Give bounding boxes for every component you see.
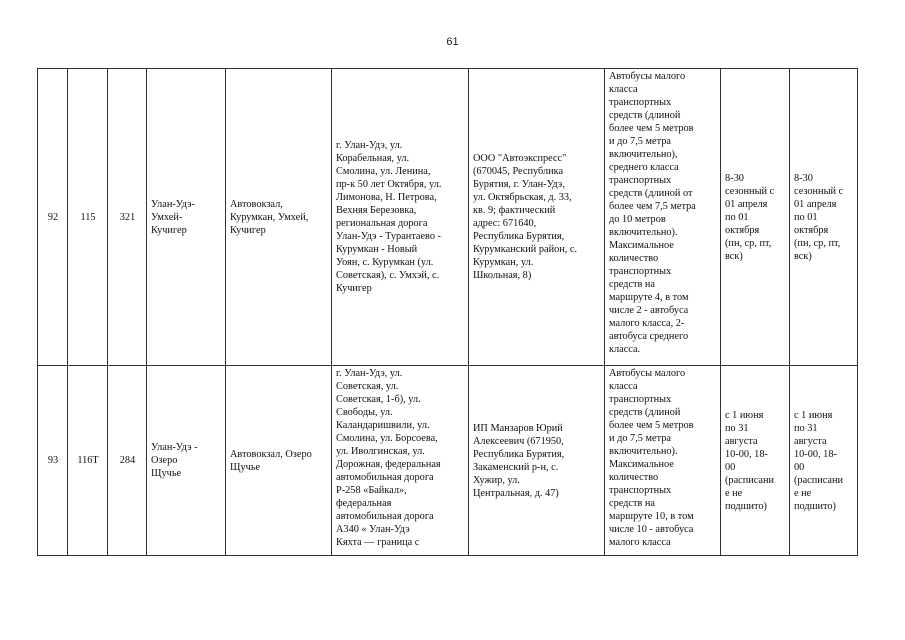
schedule-start	[721, 69, 790, 366]
route-stops-text: Автовокзал, Курумкан, Умхей, Кучигер	[230, 198, 309, 236]
route-streets-text: г. Улан-Удэ, ул. Корабельная, ул. Смолина, ул. Ленина, пр-к 50 лет Октября, ул. Лимонова, Н. Петрова, Вехняя Березовка, региональная дорога Улан-Удэ - Турантаево - Курумкан - Новый Уоян, с. Курумкан (ул. Советская), с. Умхэй, с. Кучигер	[336, 140, 442, 294]
route-streets-text: г. Улан-Удэ, ул. Советская, ул. Советская, 1-б), ул. Свободы, ул. Каландаришвили, ул. Смолина, ул. Борсоева, ул. Иволгинская, ул. Дорожная, федеральная автомобильная дорога Р-258 «Байкал», федеральная автомобильная дорога А340 « Улан-Удэ Кяхта — граница с	[336, 368, 441, 548]
table-row	[38, 69, 858, 366]
row-index: 92	[38, 69, 68, 366]
routes-table	[37, 68, 858, 556]
route-streets	[332, 366, 469, 556]
registration-number: 116Т	[68, 366, 108, 556]
schedule-end-text: с 1 июня по 31 августа 10-00, 18- 00 (расписани е не подшито)	[794, 409, 844, 512]
carrier-info-text: ООО "Автоэкспресс" (670045, Республика Бурятия, г. Улан-Удэ, ул. Октябрьская, д. 33, кв. 9; фактический адрес: 671640, Республика Бурятия, Курумканский район, с. Курумкан, ул. Школьная, 8)	[473, 153, 578, 281]
schedule-end	[790, 366, 858, 556]
carrier-info-text: ИП Манзаров Юрий Алексеевич (671950, Республика Бурятия, Закаменский р-н, с. Хужир, ул. Центральная, д. 47)	[473, 422, 565, 499]
registration-number: 115	[68, 69, 108, 366]
route-stops	[226, 69, 332, 366]
route-name-text: Улан-Удэ- Умхей- Кучигер	[151, 198, 195, 236]
vehicle-info	[605, 366, 721, 556]
row-index: 93	[38, 366, 68, 556]
route-name-text: Улан-Удэ - Озеро Щучье	[151, 442, 198, 479]
carrier-info	[469, 69, 605, 366]
schedule-start-text: с 1 июня по 31 августа 10-00, 18- 00 (расписани е не подшито)	[725, 409, 775, 512]
schedule-end-text: 8-30 сезонный с 01 апреля по 01 октября (пн, ср, пт, вск)	[794, 172, 844, 262]
route-streets	[332, 69, 469, 366]
route-number: 284	[108, 366, 147, 556]
route-stops-text: Автовокзал, Озеро Щучье	[230, 448, 312, 473]
route-name	[147, 366, 226, 556]
schedule-start	[721, 366, 790, 556]
route-name	[147, 69, 226, 366]
carrier-info	[469, 366, 605, 556]
schedule-end	[790, 69, 858, 366]
schedule-start-text: 8-30 сезонный с 01 апреля по 01 октября (пн, ср, пт, вск)	[725, 172, 775, 262]
vehicle-info-text: Автобусы малого класса транспортных средств (длиной более чем 5 метров и до 7,5 метра включительно). Максимальное количество транспортных средств на маршруте 10, в том числе 10 - автобуса малого класса	[609, 368, 694, 548]
vehicle-info	[605, 69, 721, 366]
vehicle-info-text: Автобусы малого класса транспортных средств (длиной более чем 5 метров и до 7,5 метра включительно), среднего класса транспортных средств (длиной от более чем 7,5 метра до 10 метров включительно). Максимальное количество транспортных средств на маршруте 4, в том числе 2 - автобуса малого класса, 2- автобуса среднего класса.	[609, 71, 696, 355]
route-stops	[226, 366, 332, 556]
page-number: 61	[446, 36, 459, 48]
table-row	[38, 366, 858, 556]
route-number: 321	[108, 69, 147, 366]
